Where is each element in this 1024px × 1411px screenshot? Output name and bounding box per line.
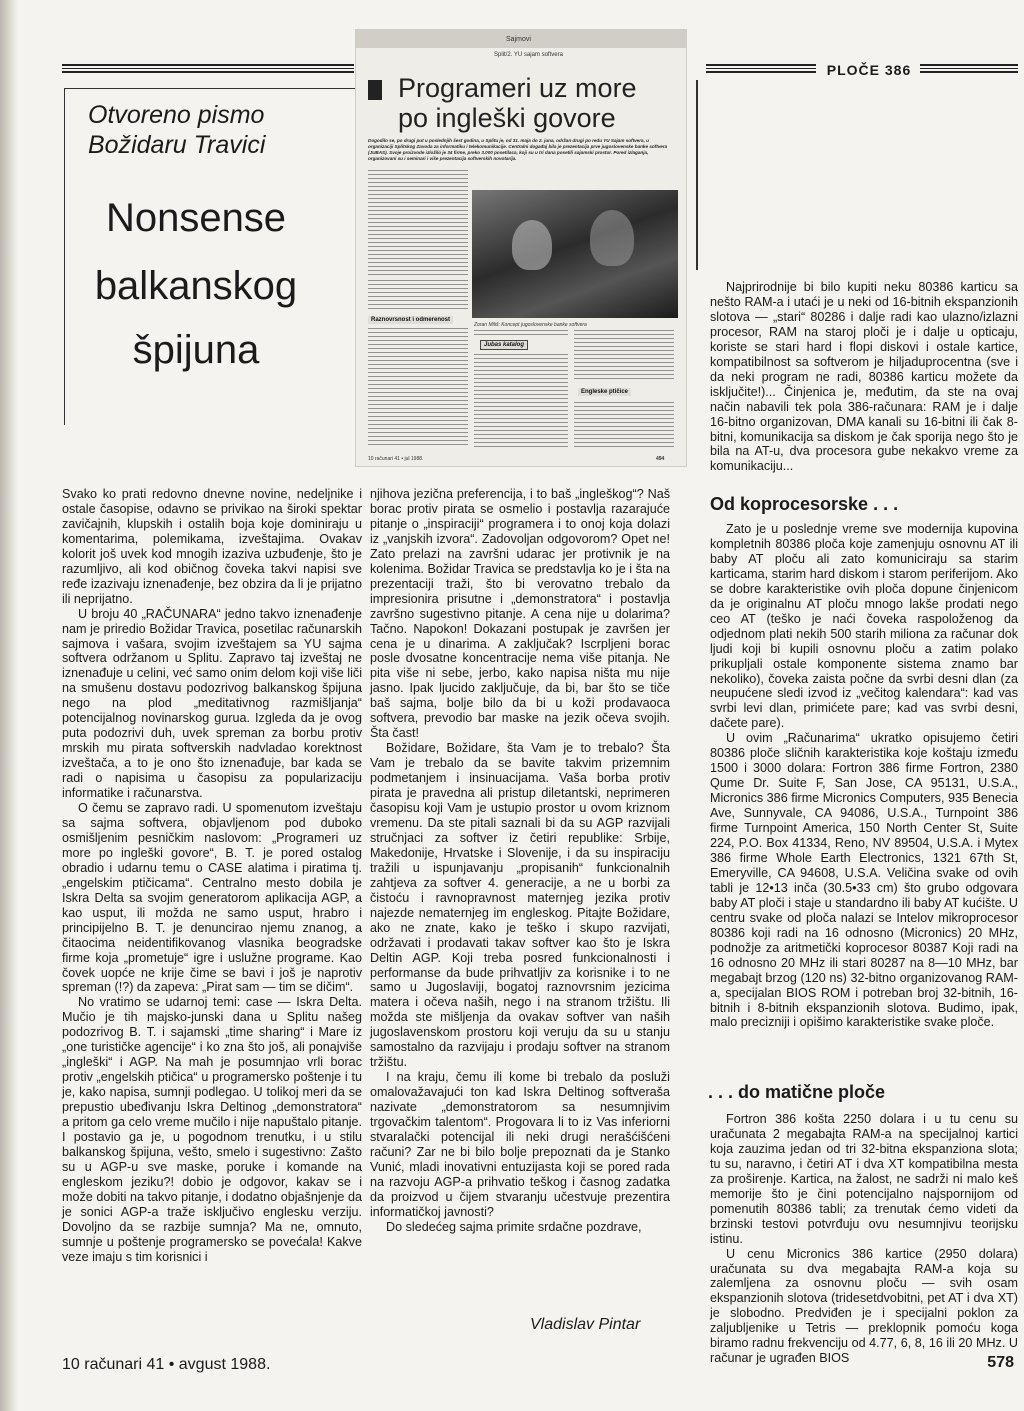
- section-header: PLOČE 386: [826, 62, 912, 78]
- paragraph: Do sledećeg sajma primite srdačne pozdrave,: [386, 1219, 642, 1234]
- paragraph: Svako ko prati redovno dnevne novine, nedeljnike i ostale časopise, odavno se privikao na široki spektar zavičajnih, klupskih i ostalih boja koje dominiraju u komentarima, polemikama, izveštajima. Ovakav kolorit još uvek kod mnogih izaziva uzbuđenje, što je razumljivo, ali kod običnog čoveka takvi napisi sve ređe izazivaju iznenađenje, bez obzira da li je prijatno ili neprijatno.: [62, 487, 362, 606]
- letter-kicker: [88, 100, 348, 160]
- clipping-photo: [472, 190, 678, 318]
- clipping-dateline: Split/2. YU sajam softvera: [494, 52, 563, 58]
- clipping-text-block: [474, 330, 568, 336]
- paragraph: Zato je u poslednje vreme sve modernija kupovina kompletnih 80386 ploča koje zamenjuju osnovnu AT ili baby AT ploču ali zato komuniciraju sa starim karticama, starim hard diskom i starom periferijom. Ako se dobre karakteristike ovih ploča dopune činjenicom da je originalnu AT ploču mnogo lakše prodati nego ceo AT (teško je naći čoveka raspoloženog da odjednom plati nekih 500 starih miliona za računar dok ljudi koji bi kupili osnovnu ploču a zatim polako prikupljali ostale komponente sistema znamo bar nekoliko), čoveka zaista počne da svrbi desni dlan (za neupućene sledi izvod iz „večitog kalendara“: kad vas svrbi levi dlan, primićete pare; kad vas svrbi desni, dačete pare).: [710, 522, 1018, 731]
- letter-column-2: [370, 487, 670, 1235]
- paragraph: U ovim „Računarima“ ukratko opisujemo četiri 80386 ploče sličnih karakteristika koje koštaju između 1500 i 3000 dolara: Fortron 386 firme Fortron, 2380 Qume Dr. Suite F, San Jose, CA 95131, U.S.A., Micronics 386 firme Micronics Computers, 935 Benecia Ave, Sunnyvale, CA 94086, U.S.A., Turnpoint 386 firme Turnpoint America, 150 North Center St, Suite 224, P.O. Box 41334, Reno, NV 89504, U.S.A. i Mytex 386 firme Whole Earth Electronics, 1321 67th St, Emeryville, CA 94608, U.S.A. Veličina svake od ovih tabli je 12•13 inča (30.5•33 cm) što grubo odgovara baby AT ploči i staje u standardno ili baby AT kućište. U centru svake od ploča nalazi se Intelov mikroprocesor 80386 koji radi na 16 odnosno (Micronics) 20 MHz, podnožje za aritmetički koprocesor 80387 Koji radi na 16 odnosno 20 MHz ili stari 80287 na 8—10 MHz, bar megabajt brzog (120 ns) 32-bitno organizovanog RAM-a, specijalan BIOS ROM i potreban broj 32-bitnih, 16-bitnih i 8-bitnih ekspanzionih slotova. Budimo, ipak, malo precizniji i opišimo karakteristike svake ploče.: [710, 731, 1018, 1030]
- article-column-3-intro: [710, 280, 1018, 474]
- clipping-subhead-3: Engleske ptičice: [578, 388, 631, 396]
- clipping-text-block: [368, 328, 468, 448]
- subheading-koprocesorske: Od koprocesorske . . .: [710, 494, 899, 514]
- header-rule-left: [62, 64, 354, 73]
- paragraph: No vratimo se udarnoj temi: case — Iskra Delta. Mučio je tih majsko-junski dana u Splitu našeg podozrivog B. T. i sajamski „time sharing“ i Mare iz „one turističke agencije“ i ko zna što još, ali ponajviše „ingleški“ i AGP. Na mah je posumnjao vrli borac protiv „engelskih ptičica“ u programersko poštenje i tu je, kako napisa, sumnji podlegao. U tolikoj meri da se prepustio ubeđivanju Iskra Deltinog „demonstratora“ a pritom ga celo vreme mučilo i nije napuštalo pitanje. I postavio ga je, u pogodnom trenutku, i u stilu balkanskog špijuna, vešto, smelo i sugestivno: Zašto su u AGP-u sve maske, poruke i komande na engleskom jeziku?! dobio je odgovor, kakav se i može dobiti na takvo pitanje, i dodatno objašnjenje da je sonici AGP-a traže isključivo englesku verziju. Dovoljno da se razbije sumnja? Ma ne, omnuto, sumnje u poštenje programersko se povećala! Kakve veze imaju s tim korisnici i: [62, 995, 362, 1264]
- paragraph: Fortron 386 košta 2250 dolara i u tu cenu su uračunata 2 megabajta RAM-a na specijalnoj kartici koja zauzima jedan od tri 32-bitna ekspanziona slota; tu su, naravno, i četiri AT i dva XT kompatibilna mesta za proširenje. Kartica, na žalost, ne sadrži ni malo keš memorije što je čini potencijalno najspornijom od pomenutih 80386 tabli; za trenutak ćemo videti da brzinski testovi potvrđuju ovu nesumnjivu teorijsku istinu.: [710, 1112, 1018, 1246]
- header-rule-right-b: [920, 64, 1018, 73]
- paragraph: njihova jezična preferencija, i to baš „ingleškog“? Naš borac protiv pirata se osmelio i postavlja razarajuće pitanje o „inspiraciji“ programera i to onoj koja dolazi iz „vanjskih izvora“. Zadovoljan odgovorom? Opet ne! Zato prelazi na završni udarac jer protivnik je na kolenima. Božidar Travica se predstavlja ko je i šta na prezentaciji traži, što bi verovatno trebalo da impresionira prisutne i „demonstratora“ i postavlja završno sugestivno pitanje. A cena nije u dolarima? Tačno. Napokon! Dokazani postupak je završen jer cena je u dinarima. A zaključak? Iscrpljeni borac posle dvosatne koncentracije nema više pitanja. Ne pita više ni sebe, jerbo, kako napisa ništa mu nije jasno. Ipak ljucido zaključuje, da bi, bar što se tiče baš sajma, bolje bilo da bi u koži prodavaoca softvera, prevodio bar maske na jezik očeva svojih. Šta čast!: [370, 487, 670, 741]
- header-rule-right-a: [706, 64, 816, 73]
- page-number: 578: [987, 1354, 1014, 1371]
- signature: Vladislav Pintar: [530, 1316, 641, 1333]
- kicker-line-2: Božidaru Travici: [88, 131, 266, 159]
- clipping-marker-icon: [368, 80, 382, 100]
- article-column-3-end: [710, 1112, 1018, 1366]
- clipping-title-line-1: Programeri uz more: [398, 73, 637, 103]
- clipping-footer-left: 10 računari 41 • jul 1988.: [368, 456, 424, 462]
- paragraph: I na kraju, čemu ili kome bi trebalo da posluži omalovažavajući ton kad Iskra Deltinog softveraša nazivate „demonstratorom sa nesumnjivim trgovačkim talentom“. Progovara li to iz Vas inferiorni stvaralački potencijal ili neki drugi nerašćišćeni računi? Zar ne bi bilo bolje prepoznati da je Stanko Vunić, mladi inovativni entuzijasta koji se pored rada na razvoju AGP-a prihvatio teškog i časnog zadatka da proizvod u čijem stvaranju učestvuje prezentira informatičkoj javnosti?: [370, 1070, 670, 1219]
- clipping-subhead-1: Raznovrsnost i odmerenost: [368, 316, 453, 324]
- footer-left: 10 računari 41 • avgust 1988.: [62, 1356, 271, 1373]
- clipping-photo-caption: Zoran Miliš: Koncept jugoslovenske banke softvera: [474, 322, 587, 328]
- kicker-line-1: Otvoreno pismo: [88, 101, 265, 129]
- headline-line-3: špijuna: [132, 328, 260, 372]
- page-edge-shadow: [0, 0, 18, 1411]
- article-column-3-mid: [710, 522, 1018, 1030]
- paragraph: O čemu se zapravo radi. U spomenutom izveštaju sa sajma softvera, objavljenom pod duboko osmišljenim pesničkim naslovom: „Programeri uz more po ingleški govore“, B. T. je pored ostalog obradio i udarnu temu o CASE alatima i piratima tj. „engelskim ptičicama“. Centralno mesto dobila je Iskra Delta sa svojim generatorom aplikacija AGP, a kao usput, ili možda ne samo usput, hrabro i principijelno B. T. je denuncirao njemu znanog, a čitaocima neidentifikovanog vlasnika beogradske firme koja „prometuje“ igre i uslužne programe. Kao čovek uopće ne krije čime se bavi i još je naprotiv spreman (!?) da zapeva: „Pirat sam — tim se dičim“.: [62, 801, 362, 995]
- paragraph: Božidare, Božidare, šta Vam je to trebalo? Šta Vam je trebalo da se bavite takvim prizemnim podmetanjem i insinuacijama. Vaša borba protiv pirata je pravedna ali pristup diletantski, neprimeren časopisu koji Vam je ustupio prostor u ovom kriznom vremenu. Da ste pitali saznali bi da su AGP razvijali stručnjaci za softver iz četiri republike: Srbije, Makedonije, Hrvatske i Slovenije, i da su inspiraciju tražili u ispunjavanju „propisanih“ funkcionalnih zahtjeva za softver 4. generacije, a ne u borbi za čistoću i ravnopravnost maternjeg jezika protiv najezde nematernjeg im engleskog. Pitajte Božidare, ako ne znate, kako je teško i skupo razvijati, održavati i prodavati takav softver kao što je Iskra Deltin AGP. Koji treba posred funkcionalnosti i performanse da bude prihvatljiv za korisnike i to ne samo u Jugoslaviji, bogatoj raznovrsnim jezicima matera i očeva naših, nego i na stranom tržištu. Ili možda ste mišljenja da ovakav softver van naših jugoslavenskom prostoru koji veruju da su u stanju samostalno da razvijaju i prodaju softver na stranom tržištu.: [370, 741, 670, 1070]
- paragraph: U cenu Micronics 386 kartice (2950 dolara) uračunata su dva megabajta RAM-a koja su zalemljena za osnovnu ploču — svih osam ekspanzionih slotova (tridesetdvobitni, pet AT i dva XT) je slobodno. Predviđen je i specijalni poklon za zaljubljenike u Tetris — preklopnik pomoću koga biramo radnu frekvenciju od 4.77, 6, 8, 16 ili 20 MHz. U računar je ugrađen BIOS: [710, 1246, 1018, 1366]
- letter-column-1: [62, 487, 362, 1265]
- headline-line-2: balkanskog: [94, 264, 298, 308]
- headline-line-1: Nonsense: [105, 196, 287, 240]
- clipping-subhead-2: Jubas katalog: [480, 340, 528, 350]
- clipping-text-block: [574, 330, 674, 382]
- clipping-lead: Dogodilo se, po drugi put u poslednjih šest godina, u Splitu je, od 31. maja do 2. juna, održan drugi po redu YU Sajam softvera, u organizaciji Splitskog Zavoda za informatiku i telekomunikacije. Centralni događaj bila je prezentacija prve jugoslovenske banke softvera (JUBAS). Svoje proizvode izložilo je 34 firme, preko 3.000 posetilaca, koji su u tri dana posetili sajamski prostor. Pored izlaganja, organizovani su i seminari i više prezentacija softverskih novotarija.: [368, 138, 668, 161]
- clipping-title-line-2: po ingleški govore: [398, 103, 616, 133]
- clipping-text-block: [368, 170, 468, 275]
- box-rule-right: [696, 80, 698, 270]
- paragraph: Najprirodnije bi bilo kupiti neku 80386 karticu sa nešto RAM-a i utaći je u neki od 16-bitnih ekspanzionih slotova — „stari“ 80286 i dalje radi kao ulazno/izlazni procesor, RAM na staroj ploči je i dalje u opticaju, koriste se stari hard i flopi diskovi i ostale kartice, kompatibilnost sa softverom je hiljaduprocentna (sve i da neki program ne radi, 80386 karticu možete da isključite!)... Činjenica je, međutim, da ste na ovaj način nabavili tek pola 386-računara: RAM je i dalje 16-bitno organizovan, DMA kanali su 16-bitni ili čak 8-bitni, komunikacija sa diskom je čak sporija nego što je bila na AT-u, dva procesora gube nekakvo vreme za komunikaciju...: [710, 280, 1018, 474]
- clipping-text-block: [574, 402, 674, 448]
- subheading-maticne-ploce: . . . do matične ploče: [708, 1082, 886, 1102]
- clipping-text-block: [474, 354, 568, 448]
- clipping-text-block: [368, 280, 468, 310]
- article-clipping: [356, 30, 686, 466]
- clipping-rubric: Sajmovi: [506, 36, 531, 43]
- paragraph: U broju 40 „RAČUNARA“ jedno takvo iznenađenje nam je priredio Božidar Travica, posetilac računarskih sajmova i vašara, svojim izveštajem sa YU sajma softvera održanom u Splitu. Zapravo taj izveštaj ne iznenađuje u celini, već samo onim delom koji više liči na smušenu dostavu podozrivog balkanskog špijuna nego na plod „meditativnog razmišljanja“ potencijalnog novinarskog gurua. Izgleda da je ovog puta podozrivi duh, uvek spreman za borbu protiv mrskih mu pirata softverskih nadvladao korektnost izveštača, a to je ono što iznenađuje, bar kada se radi o napisima u časopisu za popularizaciju informatike i računarstva.: [62, 606, 362, 801]
- clipping-footer-right: 494: [656, 456, 665, 462]
- clipping-title: [398, 73, 637, 133]
